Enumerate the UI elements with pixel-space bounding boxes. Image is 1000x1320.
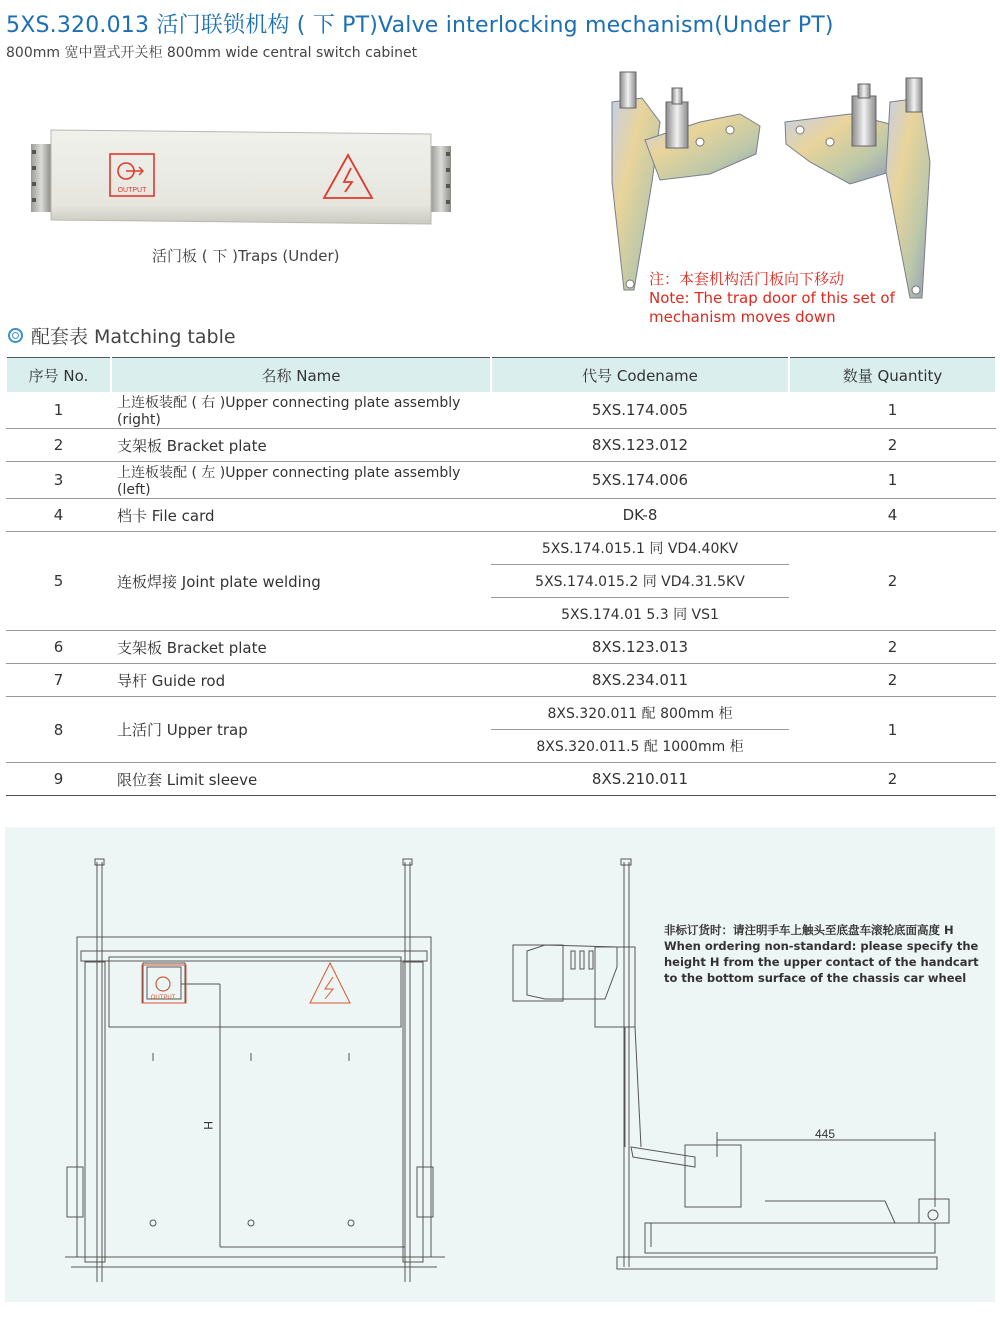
table-row: [6, 392, 996, 429]
note-line-en-2: mechanism moves down: [649, 308, 836, 326]
row-code: 5XS.174.015.2 同 VD4.31.5KV: [491, 565, 789, 598]
row-code: 8XS.234.011: [491, 664, 789, 697]
table-header-row: [6, 358, 996, 393]
row-no: 3: [6, 462, 111, 499]
row-qty: 1: [789, 697, 996, 763]
row-qty: 2: [789, 429, 996, 462]
height-dimension-label: H: [201, 1121, 215, 1130]
table-row: [6, 697, 996, 730]
row-no: 6: [6, 631, 111, 664]
column-header-name: 名称 Name: [111, 358, 491, 393]
table-row: [6, 532, 996, 565]
note-line-en-1: Note: The trap door of this set of: [649, 289, 895, 307]
row-no: 7: [6, 664, 111, 697]
row-code: 8XS.320.011.5 配 1000mm 柜: [491, 730, 789, 763]
table-row: [6, 462, 996, 499]
row-no: 2: [6, 429, 111, 462]
row-name: 上连板装配 ( 右 )Upper connecting plate assembly (right): [111, 392, 491, 429]
row-name: 上连板装配 ( 左 )Upper connecting plate assembly (left): [111, 462, 491, 499]
row-no: 9: [6, 763, 111, 796]
row-name: 限位套 Limit sleeve: [111, 763, 491, 796]
output-label: OUTPUT: [117, 187, 147, 194]
row-name: 上活门 Upper trap: [111, 697, 491, 763]
column-header-quantity: 数量 Quantity: [789, 358, 996, 393]
technical-drawings: [5, 827, 995, 1302]
ordering-note-en: When ordering non-standard: please specify the height H from the upper contact of the handcart to the bottom surface of the chassis car wheel: [664, 939, 979, 985]
target-circle-icon: [8, 328, 23, 343]
table-row: [6, 499, 996, 532]
row-qty: 1: [789, 462, 996, 499]
row-no: 1: [6, 392, 111, 429]
matching-table-heading-text: 配套表 Matching table: [31, 326, 236, 348]
trap-plate-photo: [26, 120, 456, 230]
row-qty: 2: [789, 664, 996, 697]
column-header-no: 序号 No.: [6, 358, 111, 393]
row-qty: 4: [789, 499, 996, 532]
width-dimension-label: 445: [814, 1127, 836, 1141]
ordering-note-cn: 非标订货时：请注明手车上触头至底盘车滚轮底面高度 H: [664, 923, 954, 937]
row-name: 档卡 File card: [111, 499, 491, 532]
table-row: [6, 763, 996, 796]
page-subtitle: 800mm 宽中置式开关柜 800mm wide central switch cabinet: [6, 45, 418, 61]
row-name: 支架板 Bracket plate: [111, 429, 491, 462]
row-code: 5XS.174.005: [491, 392, 789, 429]
row-code: 5XS.174.015.1 同 VD4.40KV: [491, 532, 789, 565]
table-row: [6, 664, 996, 697]
row-code: 5XS.174.01 5.3 同 VS1: [491, 598, 789, 631]
row-no: 5: [6, 532, 111, 631]
table-row: [6, 429, 996, 462]
row-name: 导杆 Guide rod: [111, 664, 491, 697]
front-view-drawing: [65, 859, 445, 1282]
row-code: 8XS.320.011 配 800mm 柜: [491, 697, 789, 730]
row-qty: 2: [789, 763, 996, 796]
row-qty: 2: [789, 631, 996, 664]
column-header-codename: 代号 Codename: [491, 358, 789, 393]
row-no: 8: [6, 697, 111, 763]
trap-caption: 活门板 ( 下 )Traps (Under): [152, 247, 340, 265]
row-name: 连板焊接 Joint plate welding: [111, 532, 491, 631]
matching-table: [5, 357, 997, 796]
row-no: 4: [6, 499, 111, 532]
row-name: 支架板 Bracket plate: [111, 631, 491, 664]
side-view-drawing: [513, 859, 949, 1269]
row-code: DK-8: [491, 499, 789, 532]
ordering-note: [664, 922, 984, 986]
row-qty: 2: [789, 532, 996, 631]
row-qty: 1: [789, 392, 996, 429]
row-code: 5XS.174.006: [491, 462, 789, 499]
mechanism-note: [649, 270, 895, 327]
row-code: 8XS.123.012: [491, 429, 789, 462]
note-line-cn: 注：本套机构活门板向下移动: [649, 270, 845, 288]
page-title: 5XS.320.013 活门联锁机构 ( 下 PT)Valve interlocking mechanism(Under PT): [6, 13, 834, 38]
table-row: [6, 631, 996, 664]
row-code: 8XS.123.013: [491, 631, 789, 664]
drawing-output-label: OUTPUT: [150, 995, 176, 1001]
technical-drawing-area: [5, 827, 995, 1302]
row-code: 8XS.210.011: [491, 763, 789, 796]
matching-table-heading: [8, 322, 236, 349]
